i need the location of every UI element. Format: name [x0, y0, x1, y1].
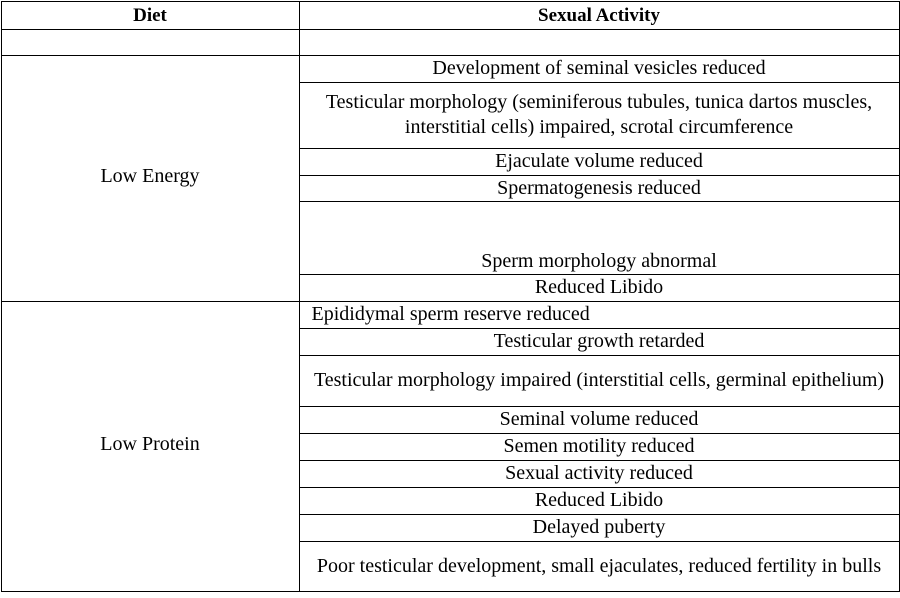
effect-cell: Spermatogenesis reduced	[299, 175, 900, 202]
effect-cell: Development of seminal vesicles reduced	[299, 55, 900, 83]
effect-cell: Reduced Libido	[299, 487, 900, 515]
effect-cell: Sperm morphology abnormal	[299, 201, 900, 275]
effect-cell: Testicular morphology (seminiferous tubules, tunica dartos muscles, interstitial cells) impaired, scrotal circumference	[299, 82, 900, 149]
header-diet: Diet	[1, 1, 300, 30]
diet-low-protein: Low Protein	[1, 301, 300, 592]
effect-cell: Epididymal sperm reserve reduced	[299, 301, 900, 329]
effect-cell: Reduced Libido	[299, 274, 900, 302]
diet-low-energy: Low Energy	[1, 55, 300, 302]
effect-cell: Testicular morphology impaired (interstitial cells, germinal epithelium)	[299, 355, 900, 407]
effect-cell: Seminal volume reduced	[299, 406, 900, 434]
effect-cell: Ejaculate volume reduced	[299, 148, 900, 176]
effect-cell: Delayed puberty	[299, 514, 900, 542]
header-sexual-activity: Sexual Activity	[299, 1, 900, 30]
effect-cell: Sexual activity reduced	[299, 460, 900, 488]
effect-cell: Semen motility reduced	[299, 433, 900, 461]
diet-effects-table	[1, 1, 899, 597]
effect-cell: Testicular growth retarded	[299, 328, 900, 356]
empty-cell-activity	[299, 29, 900, 56]
empty-cell-diet	[1, 29, 300, 56]
effect-cell: Poor testicular development, small ejaculates, reduced fertility in bulls	[299, 541, 900, 592]
